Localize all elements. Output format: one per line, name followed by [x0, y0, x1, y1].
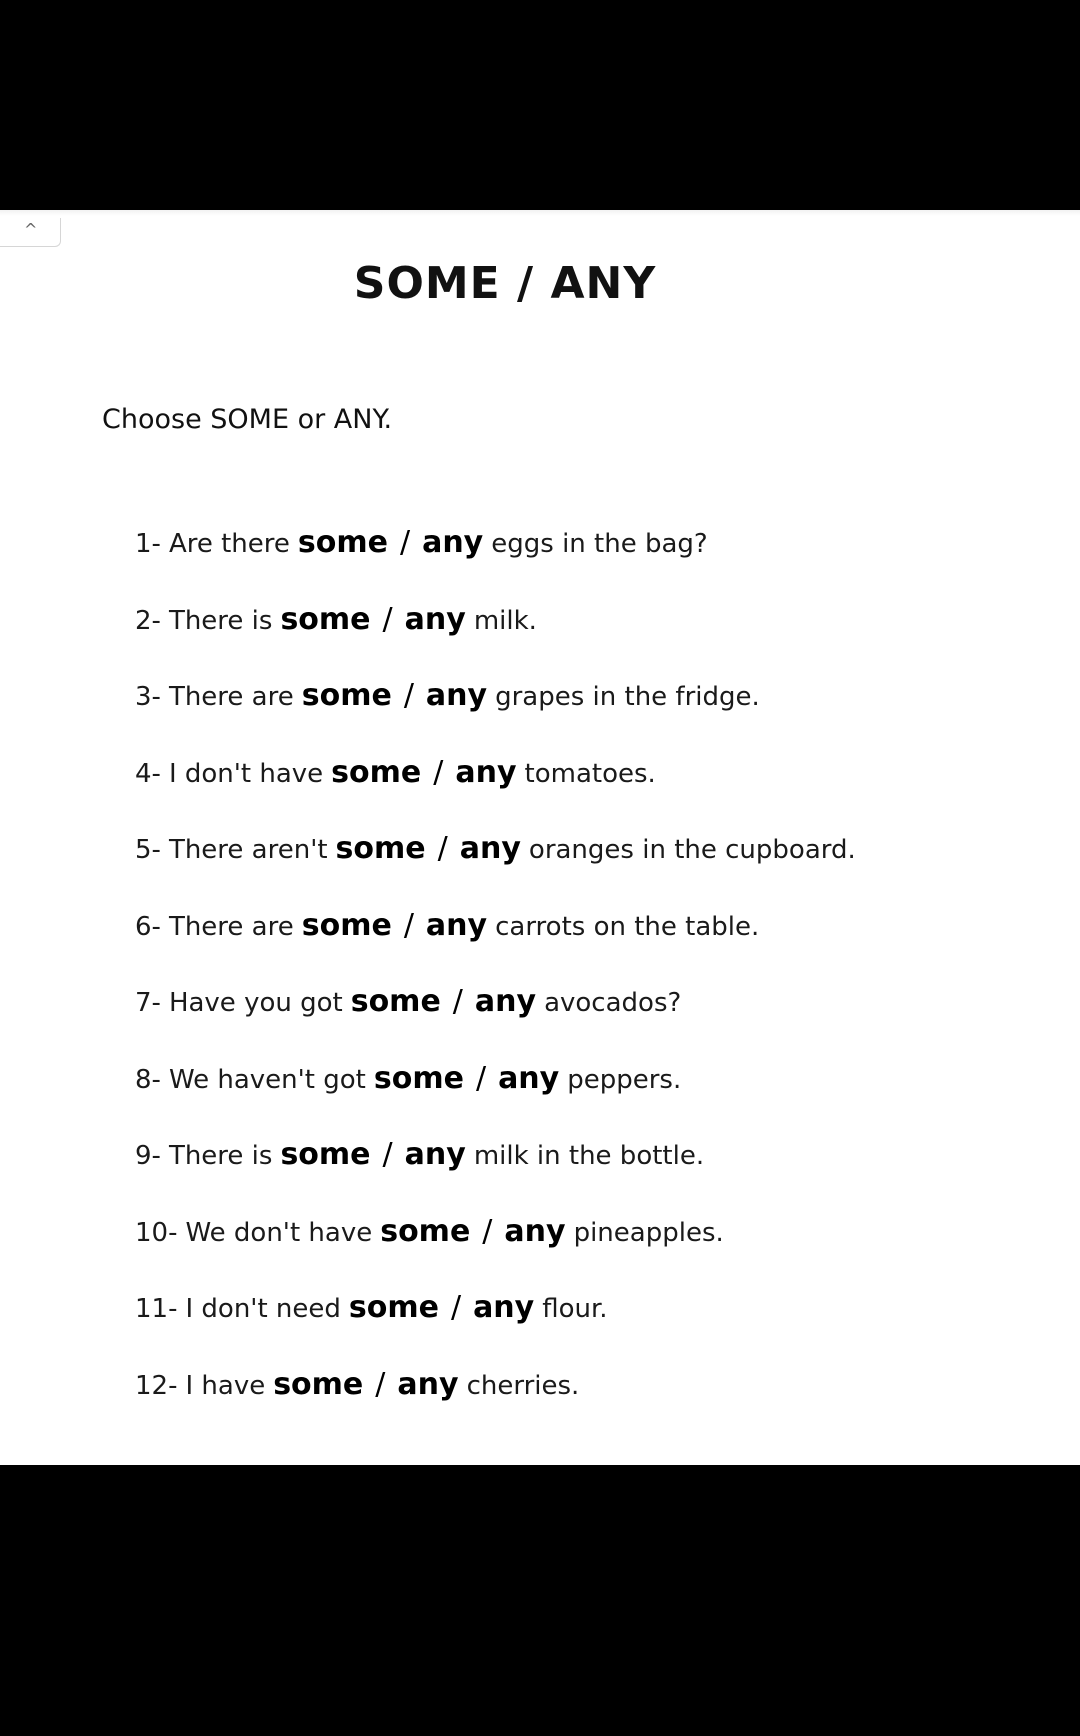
item-number: 6-: [135, 911, 161, 942]
item-text-after: flour.: [542, 1294, 608, 1324]
option-some[interactable]: some: [331, 754, 422, 790]
option-any[interactable]: any: [397, 1366, 459, 1402]
option-any[interactable]: any: [474, 984, 537, 1019]
item-text-after: oranges in the cupboard.: [528, 835, 856, 865]
item-number: 12-: [135, 1370, 178, 1401]
exercise-item: [135, 1214, 856, 1291]
option-any[interactable]: any: [473, 1290, 535, 1325]
option-separator: /: [437, 831, 448, 866]
chevron-up-icon: ^: [24, 220, 38, 239]
page-edge: [0, 210, 1080, 216]
exercise-item: [135, 678, 856, 755]
exercise-item: [135, 1290, 856, 1367]
option-separator: /: [382, 601, 393, 637]
item-number: 7-: [135, 988, 161, 1018]
item-number: 9-: [135, 1141, 161, 1171]
item-text-before: I have: [185, 1370, 266, 1401]
option-some[interactable]: some: [301, 678, 392, 713]
option-separator: /: [375, 1366, 386, 1402]
exercise-item: [135, 525, 856, 602]
option-any[interactable]: any: [459, 831, 521, 866]
item-text-after: eggs in the bag?: [491, 529, 708, 559]
option-some[interactable]: some: [273, 1366, 364, 1402]
option-any[interactable]: any: [425, 678, 488, 713]
option-separator: /: [450, 1290, 462, 1325]
bottom-black-bar: [0, 1465, 1080, 1736]
item-text-after: milk.: [473, 605, 537, 636]
item-text-after: avocados?: [544, 988, 682, 1018]
option-separator: /: [482, 1213, 493, 1249]
item-number: 5-: [135, 835, 161, 865]
item-number: 8-: [135, 1064, 161, 1095]
option-separator: /: [433, 754, 444, 790]
item-number: 10-: [135, 1217, 178, 1248]
item-text-before: I don't have: [168, 758, 324, 789]
item-text-before: There aren't: [168, 835, 328, 865]
option-some[interactable]: some: [335, 831, 426, 866]
option-separator: /: [382, 1137, 393, 1172]
item-text-after: pineapples.: [573, 1217, 724, 1248]
option-some[interactable]: some: [348, 1290, 439, 1325]
option-separator: /: [403, 907, 414, 943]
exercise-item: [135, 755, 856, 832]
option-some[interactable]: some: [373, 1060, 464, 1096]
exercise-list: [135, 525, 856, 1443]
item-number: 2-: [135, 605, 161, 636]
item-text-before: We haven't got: [168, 1064, 366, 1095]
option-any[interactable]: any: [422, 525, 484, 560]
option-any[interactable]: any: [498, 1060, 560, 1096]
option-separator: /: [452, 984, 463, 1019]
option-some[interactable]: some: [350, 984, 441, 1019]
option-separator: /: [403, 678, 414, 713]
exercise-item: [135, 1061, 856, 1138]
item-text-before: I don't need: [185, 1294, 341, 1324]
item-number: 11-: [135, 1294, 178, 1324]
collapse-toggle-button[interactable]: [0, 218, 61, 247]
item-text-before: There is: [168, 1141, 273, 1171]
exercise-item: [135, 1367, 856, 1444]
option-any[interactable]: any: [425, 907, 488, 943]
page-title: SOME / ANY: [353, 258, 657, 309]
top-black-bar: [0, 0, 1080, 210]
item-number: 3-: [135, 682, 161, 712]
item-text-before: We don't have: [185, 1217, 373, 1248]
item-number: 1-: [135, 529, 161, 559]
option-some[interactable]: some: [280, 1137, 371, 1172]
exercise-item: [135, 602, 856, 679]
item-text-after: carrots on the table.: [495, 911, 760, 942]
item-text-before: There is: [168, 605, 273, 636]
option-separator: /: [399, 525, 411, 560]
item-number: 4-: [135, 758, 161, 789]
item-text-before: There are: [168, 911, 294, 942]
instruction-text: Choose SOME or ANY.: [102, 404, 393, 435]
item-text-after: milk in the bottle.: [473, 1141, 705, 1171]
option-some[interactable]: some: [380, 1213, 471, 1249]
exercise-item: [135, 908, 856, 985]
item-text-after: grapes in the fridge.: [495, 682, 760, 712]
item-text-after: peppers.: [567, 1064, 682, 1095]
option-any[interactable]: any: [404, 601, 466, 637]
exercise-item: [135, 984, 856, 1061]
option-any[interactable]: any: [504, 1213, 566, 1249]
option-any[interactable]: any: [455, 754, 517, 790]
option-separator: /: [475, 1060, 487, 1096]
option-any[interactable]: any: [404, 1137, 466, 1172]
option-some[interactable]: some: [301, 907, 392, 943]
item-text-after: cherries.: [466, 1370, 580, 1401]
exercise-item: [135, 1137, 856, 1214]
exercise-item: [135, 831, 856, 908]
item-text-before: Are there: [168, 529, 290, 559]
option-some[interactable]: some: [280, 601, 371, 637]
option-some[interactable]: some: [297, 525, 388, 560]
item-text-after: tomatoes.: [524, 758, 656, 789]
item-text-before: There are: [168, 682, 294, 712]
item-text-before: Have you got: [168, 988, 343, 1018]
worksheet-page: [0, 210, 1080, 1465]
